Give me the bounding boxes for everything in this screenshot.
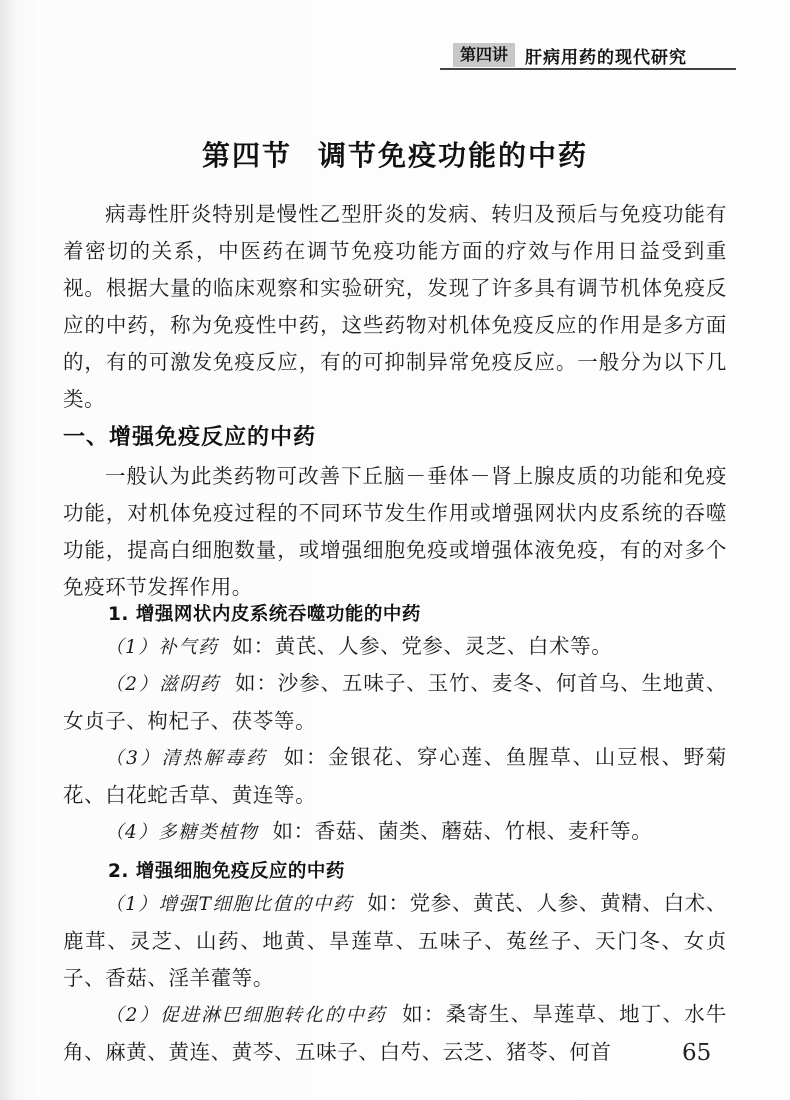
page-number: 65 [682,1040,712,1066]
item-text: 如：桑寄生、旱莲草、地丁、水牛角、麻黄、黄连、黄芩、五味子、白芍、云芝、猪苓、何首 [63,1002,728,1064]
part1-paragraph: 一般认为此类药物可改善下丘脑－垂体－肾上腺皮质的功能和免疫功能，对机体免疫过程的不同环节发生作用或增强网状内皮系统的吞噬功能，提高白细胞数量，或增强细胞免疫或增强体液免疫，有的对多个免疫环节发挥作用。 [63,464,727,599]
item-lead: （3）清热解毒药 [105,748,268,769]
item-text: 如：金银花、穿心莲、鱼腥草、山豆根、野菊花、白花蛇舌草、黄连等。 [63,745,728,807]
section-title [0,134,790,174]
item-text: 如：黄芪、人参、党参、灵芝、白术等。 [232,634,613,658]
section-heading: 调节免疫功能的中药 [318,139,589,172]
sub1-heading: 1. 增强网状内皮系统吞噬功能的中药 [108,604,421,625]
sub2-item-2 [63,996,727,1071]
item-lead: （2）促进淋巴细胞转化的中药 [105,1005,387,1026]
sub1-item-3 [63,739,727,814]
intro-paragraph: 病毒性肝炎特别是慢性乙型肝炎的发病、转归及预后与免疫功能有着密切的关系，中医药在调节免疫功能方面的疗效与作用日益受到重视。根据大量的临床观察和实验研究，发现了许多具有调节机体免疫反应的中药，称为免疫性中药，这些药物对机体免疫反应的作用是多方面的，有的可激发免疫反应，有的可抑制异常免疫反应。一般分为以下几类。 [63,202,727,411]
item-text: 如：香菇、菌类、蘑菇、竹根、麦秆等。 [272,819,653,843]
sub1-item-4 [63,813,727,851]
header-rule [440,68,736,70]
sub2-heading: 2. 增强细胞免疫反应的中药 [108,861,345,882]
section-number: 第四节 [201,139,292,172]
sub1-item-1 [63,628,727,666]
sub1-item-2 [63,665,727,740]
item-lead: （1）补气药 [105,637,219,658]
item-lead: （4）多糖类植物 [105,822,259,843]
item-lead: （2）滋阴药 [105,674,221,695]
running-header-title: 肝病用药的现代研究 [525,47,688,68]
running-header [453,42,733,68]
sub2-item-1 [63,885,727,997]
item-text: 如：沙参、五味子、玉竹、麦冬、何首乌、生地黄、女贞子、枸杞子、茯苓等。 [63,671,727,733]
item-text: 如：党参、黄芪、人参、黄精、白术、鹿茸、灵芝、山药、地黄、旱莲草、五味子、菟丝子、天门冬、女贞子、香菇、淫羊藿等。 [63,891,727,990]
item-lead: （1）增强T细胞比值的中药 [105,894,353,915]
part1-heading: 一、增强免疫反应的中药 [63,425,317,450]
lecture-tag: 第四讲 [453,43,515,67]
